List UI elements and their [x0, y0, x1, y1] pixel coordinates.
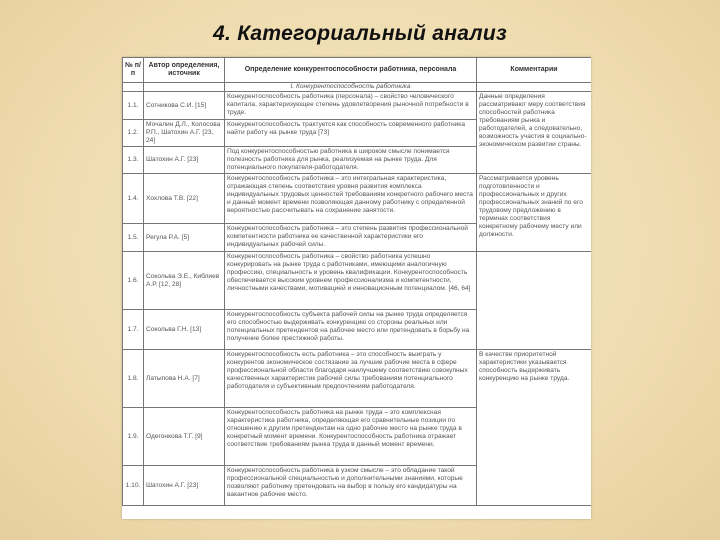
comment-cell: Данные определения рассматривают меру соответствия способностей работника требованиям рынка и работодателей, а следовательно, возможность участия в социально-экономическом развитии страны. [477, 92, 592, 174]
comment-cell: В качестве приоритетной характеристики указывается способность выдерживать конкуренцию на рынке труда. [477, 350, 592, 506]
competitiveness-table [122, 57, 591, 506]
row-definition: Конкурентоспособность работника в узком смысле – это обладание такой профессиональной специальностью и дополнительными знаниями, которые позволяют работнику претендовать на выбор в пользу его кандидатуры на вакантное рабочее место. [225, 466, 477, 506]
row-definition: Конкурентоспособность работника – свойство работника успешно конкурировать на рынке труда с работниками, имеющими аналогичную профессию, специальность и уровень квалификации. Конкурентоспособность обеспечивается высоким уровнем профессионализма и компетентности, личностными качествами, мотивацией и инновационным потенциалом. [46, 64] [225, 252, 477, 310]
header-comment: Комментарии [477, 58, 592, 83]
row-author: Шатохин А.Г. [23] [144, 147, 225, 174]
row-num: 1.10. [123, 466, 144, 506]
header-num: № п/п [123, 58, 144, 83]
row-num: 1.9. [123, 408, 144, 466]
table-row [123, 174, 592, 224]
row-definition: Под конкурентоспособностью работника в широком смысле понимается полезность работника для рынка, реализуемая на рынке труда. Для потенциального покупателя-работодателя. [225, 147, 477, 174]
row-num: 1.1. [123, 92, 144, 120]
row-author: Мочалин Д.Л., Колосова Р.П., Шатохин А.Г. [23, 24] [144, 120, 225, 147]
table-row [123, 92, 592, 120]
comment-cell: Рассматривается уровень подготовленности и профессиональных и других профессиональных знаний по его трудовому предложению в терминах соответствия конкретному рабочему месту или должности. [477, 174, 592, 252]
row-definition: Конкурентоспособность работника на рынке труда – это комплексная характеристика работника, определяющая его сравнительные позиции по отношению к другим претендентам на одно рабочее место на рынке труда в конкретный момент времени. Конкурентоспособность работника отражает соответствие требованиям рынка труда в данный момент времени. [225, 408, 477, 466]
slide-title: 4. Категориальный анализ [212, 22, 508, 45]
row-author: Сокольва Э.Е., Киблиев А.Р. [12, 28] [144, 252, 225, 310]
table-row [123, 350, 592, 408]
row-author: Шатохин А.Г. [23] [144, 466, 225, 506]
row-author: Регула Р.А. [5] [144, 224, 225, 252]
row-definition: Конкурентоспособность работника – это степень развития профессиональной компетентности работника ее качественной характеристики его индивидуальных рабочей силы. [225, 224, 477, 252]
document-page [122, 57, 591, 519]
section-title: I. Конкурентоспособность работника [225, 83, 477, 92]
table-row [123, 252, 592, 310]
header-definition: Определение конкурентоспособности работника, персонала [225, 58, 477, 83]
row-num: 1.5. [123, 224, 144, 252]
row-num: 1.3. [123, 147, 144, 174]
row-author: Хохлова Т.В. [22] [144, 174, 225, 224]
row-definition: Конкурентоспособность субъекта рабочей силы на рынке труда определяется его способностью выдерживать конкуренцию со стороны реальных или потенциальных претендентов на рабочее место или претендовать в борьбу на получение более престижной работы. [225, 310, 477, 350]
row-author: Латыпова Н.А. [7] [144, 350, 225, 408]
row-definition: Конкурентоспособность есть работника – это способность выиграть у конкурентов экономическое состязание за лучшие рабочие места в сфере профессиональной области благодаря наилучшему соответствию совокупных качественных характеристик рабочей силы требованиям потенциального работодателя и субъективным предпочтениям работодателя. [225, 350, 477, 408]
row-definition: Конкурентоспособность трактуется как способность современного работника найти работу на рынке труда [73] [225, 120, 477, 147]
row-author: Одегонкова Т.Г. [9] [144, 408, 225, 466]
row-definition: Конкурентоспособность работника – это интегральная характеристика, отражающая степень соответствия уровня развития комплекса индивидуальных трудовых ценностей требованиям конкретного рабочего места и данный момент времени позволяющая данному работнику с определенной вероятностью рассчитывать на сохранение занятости. [225, 174, 477, 224]
row-definition: Конкурентоспособность работника (персонала) – свойство человеческого капитала, характеризующее степень удовлетворения рыночной потребности в труде. [225, 92, 477, 120]
row-num: 1.8. [123, 350, 144, 408]
table-header-row [123, 58, 592, 83]
header-author: Автор определения, источник [144, 58, 225, 83]
row-num: 1.4. [123, 174, 144, 224]
row-author: Сокольва Г.Н. [13] [144, 310, 225, 350]
row-author: Сотникова С.И. [15] [144, 92, 225, 120]
row-num: 1.2. [123, 120, 144, 147]
row-num: 1.6. [123, 252, 144, 310]
row-num: 1.7. [123, 310, 144, 350]
section-row [123, 83, 592, 92]
